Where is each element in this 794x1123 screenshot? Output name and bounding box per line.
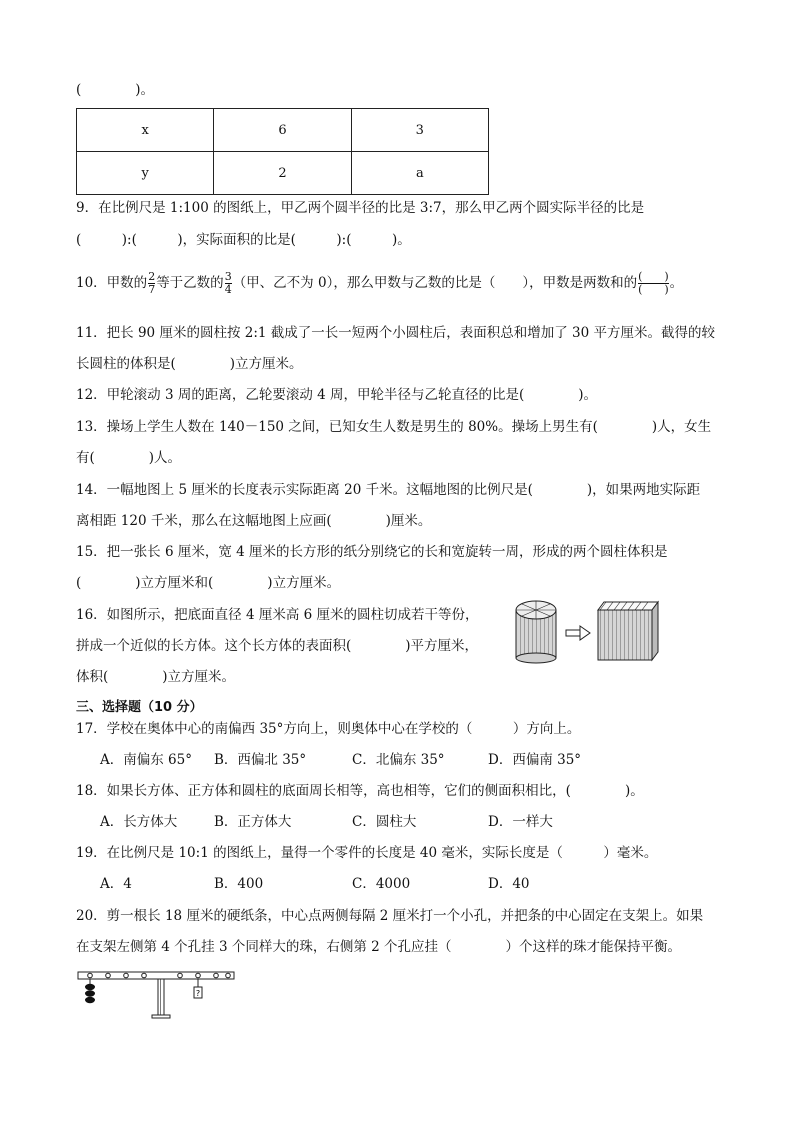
q9-line2: ( ):( )，实际面积的比是( ):( )。 bbox=[76, 232, 411, 248]
xy-table bbox=[76, 108, 489, 195]
q16-line1: 16．如图所示，把底面直径 4 厘米高 6 厘米的圆柱切成若干等份， bbox=[76, 607, 479, 623]
q17-option-a: A．南偏东 65° bbox=[100, 752, 192, 768]
q10-text-2: 等于乙数的 bbox=[156, 275, 224, 291]
q19-option-a: A．4 bbox=[100, 876, 132, 892]
q10-line bbox=[76, 268, 683, 298]
cylinder-to-cuboid-figure bbox=[512, 596, 662, 666]
q17-option-d: D．西偏南 35° bbox=[488, 752, 582, 768]
table-cell: y bbox=[77, 152, 214, 195]
question-mark-label: ? bbox=[195, 989, 201, 998]
frac-num: 2 bbox=[148, 270, 156, 283]
q16-line3: 体积( )立方厘米。 bbox=[76, 669, 236, 685]
q15-line2: ( )立方厘米和( )立方厘米。 bbox=[76, 575, 341, 591]
fraction-2-7 bbox=[148, 271, 155, 296]
section-3-heading: 三、选择题（10 分） bbox=[76, 700, 203, 715]
q16-line2: 拼成一个近似的长方体。这个长方体的表面积( )平方厘米， bbox=[76, 638, 479, 654]
q19-stem: 19．在比例尺是 10:1 的图纸上，量得一个零件的长度是 40 毫米，实际长度是（ ）毫米。 bbox=[76, 845, 658, 861]
q14-line2: 离相距 120 千米，那么在这幅地图上应画( )厘米。 bbox=[76, 513, 432, 529]
table-row bbox=[77, 152, 489, 195]
q19-option-c: C．4000 bbox=[352, 876, 411, 892]
table-cell: 3 bbox=[351, 109, 488, 152]
q20-line2: 在支架左侧第 4 个孔挂 3 个同样大的珠，右侧第 2 个孔应挂（ ）个这样的珠才能保持平衡。 bbox=[76, 939, 682, 955]
table-cell: x bbox=[77, 109, 214, 152]
frac-num: ( ) bbox=[638, 270, 669, 283]
q15-line1: 15．把一张长 6 厘米，宽 4 厘米的长方形的纸分别绕它的长和宽旋转一周，形成的两个圆柱体积是 bbox=[76, 544, 668, 560]
q18-option-d: D．一样大 bbox=[488, 814, 553, 830]
frac-den: 7 bbox=[148, 283, 156, 296]
table-cell: 2 bbox=[214, 152, 351, 195]
balance-beam-figure bbox=[76, 966, 236, 1026]
q17-option-c: C．北偏东 35° bbox=[352, 752, 445, 768]
top-fragment: ( )。 bbox=[76, 82, 155, 98]
q19-option-b: B．400 bbox=[214, 876, 264, 892]
frac-den: ( ) bbox=[638, 283, 669, 296]
q13-line1: 13．操场上学生人数在 140－150 之间，已知女生人数是男生的 80%。操场上男生有( )人，女生 bbox=[76, 419, 712, 435]
q11-line1: 11．把长 90 厘米的圆柱按 2:1 截成了一长一短两个小圆柱后，表面积总和增加了 30 平方厘米。截得的较 bbox=[76, 325, 716, 341]
table-cell: a bbox=[351, 152, 488, 195]
q17-option-b: B．西偏北 35° bbox=[214, 752, 307, 768]
q9-line1: 9．在比例尺是 1:100 的图纸上，甲乙两个圆半径的比是 3:7，那么甲乙两个圆实际半径的比是 bbox=[76, 200, 645, 216]
q10-text-1: 10．甲数的 bbox=[76, 275, 148, 291]
q10-text-4: 。 bbox=[669, 275, 684, 291]
q10-text-3: （甲、乙不为 0），那么甲数与乙数的比是（ ），甲数是两数和的 bbox=[232, 275, 638, 291]
q14-line1: 14．一幅地图上 5 厘米的长度表示实际距离 20 千米。这幅地图的比例尺是( )，如果两地实际距 bbox=[76, 482, 701, 498]
q18-option-c: C．圆柱大 bbox=[352, 814, 417, 830]
q18-option-a: A．长方体大 bbox=[100, 814, 178, 830]
q20-line1: 20．剪一根长 18 厘米的硬纸条，中心点两侧每隔 2 厘米打一个小孔，并把条的中心固定在支架上。如果 bbox=[76, 908, 704, 924]
table-cell: 6 bbox=[214, 109, 351, 152]
arrow-icon bbox=[566, 626, 590, 640]
frac-num: 3 bbox=[224, 270, 232, 283]
q18-stem: 18．如果长方体、正方体和圆柱的底面周长相等，高也相等，它们的侧面积相比，( )。 bbox=[76, 783, 644, 799]
q13-line2: 有( )人。 bbox=[76, 450, 182, 466]
fraction-3-4 bbox=[225, 271, 232, 296]
table-row bbox=[77, 109, 489, 152]
q19-option-d: D．40 bbox=[488, 876, 530, 892]
q12-line1: 12．甲轮滚动 3 周的距离，乙轮要滚动 4 周，甲轮半径与乙轮直径的比是( )。 bbox=[76, 387, 598, 403]
q18-option-b: B．正方体大 bbox=[214, 814, 292, 830]
q17-stem: 17．学校在奥体中心的南偏西 35°方向上，则奥体中心在学校的（ ）方向上。 bbox=[76, 721, 581, 737]
q11-line2: 长圆柱的体积是( )立方厘米。 bbox=[76, 356, 303, 372]
frac-den: 4 bbox=[224, 283, 232, 296]
fraction-blank bbox=[638, 271, 669, 296]
